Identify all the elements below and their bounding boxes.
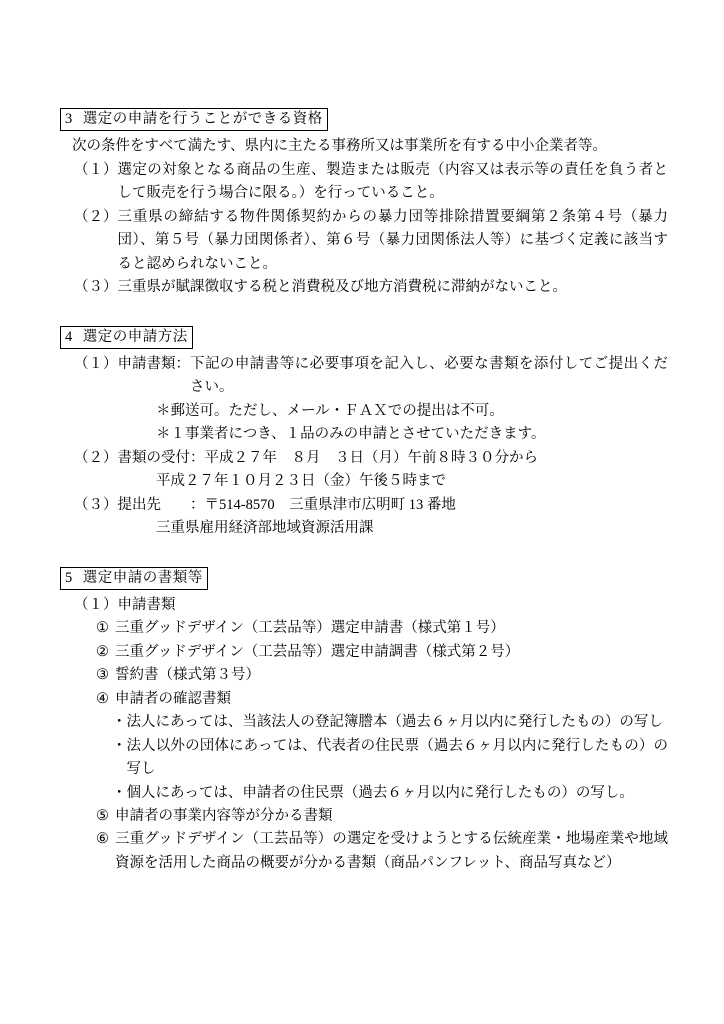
item-marker: （１）	[74, 161, 118, 178]
item-marker: （２）	[74, 449, 118, 466]
section-3-item-2	[60, 206, 668, 276]
bullet-text: 法人にあっては、当該法人の登記簿謄本（過去６ヶ月以内に発行したもの）の写し	[126, 714, 663, 731]
bullet-text: 法人以外の団体にあっては、代表者の住民票（過去６ヶ月以内に発行したもの）の写し	[126, 737, 668, 778]
section-4-item-1-note-2: ＊１事業者につき、１品のみの申請とさせていただきます。	[156, 426, 546, 443]
item-label: 書類の受付：	[117, 449, 205, 466]
item-marker: ⑤	[96, 808, 109, 824]
section-5-bullet-3	[60, 782, 668, 805]
section-5-title: 選定申請の書類等	[82, 569, 203, 586]
section-5-subitem-1	[60, 617, 668, 640]
section-4-heading	[60, 326, 193, 349]
item-text: 平成２７年 ８月 ３日（月）午前８時３０分から	[204, 449, 538, 466]
section-3	[60, 108, 668, 300]
item-text: 申請者の確認書類	[115, 690, 231, 707]
section-5-item-1	[60, 594, 668, 617]
item-text: 申請者の事業内容等が分かる書類	[115, 808, 333, 824]
item-label: 申請書類：	[117, 355, 190, 372]
bullet-icon: ・	[112, 714, 127, 731]
item-marker: ③	[96, 667, 109, 684]
item-marker: （１）	[74, 596, 118, 613]
section-4-item-3	[60, 494, 668, 517]
item-text: 誓約書（様式第３号）	[115, 667, 260, 684]
section-5-subitem-4	[60, 688, 668, 711]
section-4	[60, 326, 668, 541]
section-4-number: 4	[65, 328, 73, 345]
item-marker: ①	[96, 620, 109, 637]
section-4-item-2-cont-1: 平成２７年１０月２３日（金）午後５時まで	[156, 473, 446, 490]
section-3-item-1	[60, 159, 668, 206]
section-3-title: 選定の申請を行うことができる資格	[82, 111, 323, 127]
section-5-bullet-2	[60, 735, 668, 782]
section-5-subitem-5	[60, 805, 668, 828]
item-label: 提出先 ：	[117, 496, 205, 513]
item-text: 三重グッドデザイン（工芸品等）選定申請調書（様式第２号）	[115, 643, 520, 660]
item-text: 三重グッドデザイン（工芸品等）選定申請書（様式第１号）	[115, 620, 505, 637]
item-text: 申請書類	[117, 596, 176, 613]
section-4-item-2	[60, 447, 668, 470]
item-text: 三重県が賦課徴収する税と消費税及び地方消費税に滞納がないこと。	[117, 279, 567, 296]
section-5-bullet-1	[60, 711, 668, 734]
item-marker: ②	[96, 643, 109, 660]
section-3-lead: 次の条件をすべて満たす、県内に主たる事務所又は事業所を有する中小企業者等。	[72, 138, 608, 155]
section-5-subitem-3	[60, 664, 668, 687]
item-marker: （２）	[74, 208, 118, 225]
section-4-item-3-cont-1: 三重県雇用経済部地域資源活用課	[156, 520, 374, 537]
item-text: 三重グッドデザイン（工芸品等）の選定を受けようとする伝統産業・地場産業や地域資源を活用した商品の概要が分かる書類（商品パンフレット、商品写真など）	[115, 831, 668, 871]
item-marker: ④	[96, 690, 109, 707]
section-4-title: 選定の申請方法	[82, 328, 188, 345]
section-5-number: 5	[65, 569, 73, 586]
item-marker: ⑥	[96, 831, 109, 848]
section-3-heading	[60, 108, 328, 131]
section-4-item-1	[60, 353, 668, 400]
item-marker: （３）	[74, 496, 118, 513]
item-text: 〒514-8570 三重県津市広明町 13 番地	[204, 496, 456, 513]
item-text: 選定の対象となる商品の生産、製造または販売（内容又は表示等の責任を負う者として販売を行う場合に限る。）を行っていること。	[117, 161, 668, 202]
section-5-subitem-6	[60, 828, 668, 875]
bullet-icon: ・	[112, 784, 127, 801]
item-marker: （３）	[74, 279, 118, 296]
bullet-text: 個人にあっては、申請者の住民票（過去６ヶ月以内に発行したもの）の写し。	[126, 784, 634, 801]
section-5	[60, 567, 668, 876]
section-5-subitem-2	[60, 641, 668, 664]
section-3-number: 3	[65, 111, 73, 127]
bullet-icon: ・	[112, 737, 127, 754]
section-3-item-3	[60, 276, 668, 299]
section-5-heading	[60, 567, 208, 590]
item-text: 下記の申請書等に必要事項を記入し、必要な書類を添付してご提出ください。	[190, 355, 668, 396]
section-4-item-1-note-1: ＊郵送可。ただし、メール・ＦＡＸでの提出は不可。	[156, 402, 504, 419]
item-marker: （１）	[74, 355, 118, 372]
item-text: 三重県の締結する物件関係契約からの暴力団等排除措置要綱第２条第４号（暴力団）、第５号（暴力団関係者）、第６号（暴力団関係法人等）に基づく定義に該当すると認められないこと。	[117, 208, 668, 272]
